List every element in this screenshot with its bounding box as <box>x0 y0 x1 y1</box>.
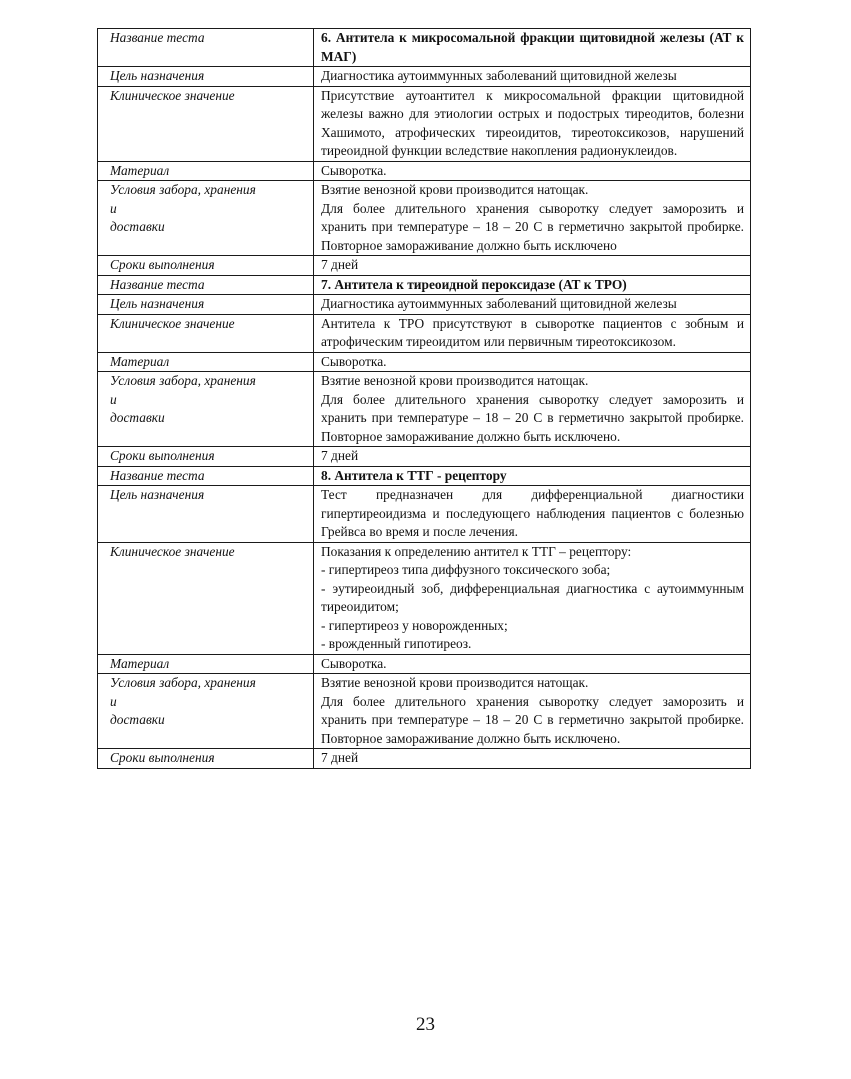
test-material: Сыворотка. <box>314 161 751 181</box>
test-title: 6. Антитела к микросомальной фракции щитовидной железы (АТ к МАГ) <box>314 29 751 67</box>
conditions-label-line: и <box>110 200 117 216</box>
clinical-list-item: - гипертиреоз у новорожденных; <box>321 617 508 633</box>
conditions-paragraph: Для более длительного хранения сыворотку следует заморозить и хранить при температуре – 18 – 20 С в герметично закрытой пробирке. Повторное замораживание должно быть исключено <box>321 200 744 253</box>
page-number: 23 <box>416 1014 435 1035</box>
conditions-label <box>98 181 314 256</box>
terms-label: Сроки выполнения <box>98 256 314 276</box>
conditions-label-line: доставки <box>110 712 165 727</box>
conditions-paragraph: Взятие венозной крови производится натощак. <box>321 182 589 197</box>
conditions-label-line: Условия забора, хранения <box>110 182 256 197</box>
test-terms: 7 дней <box>314 447 751 467</box>
material-label: Материал <box>98 161 314 181</box>
clinical-list-item: - эутиреоидный зоб, дифференциальная диагностика с аутоиммунным тиреоидитом; <box>321 580 744 614</box>
material-label: Материал <box>98 352 314 372</box>
purpose-label: Цель назначения <box>98 67 314 87</box>
conditions-label-line: Условия забора, хранения <box>110 373 256 388</box>
clinical-list-item: - гипертиреоз типа диффузного токсического зоба; <box>321 562 611 577</box>
clinical-paragraph: Присутствие аутоантител к микросомальной фракции щитовидной железы важно для этиологии острых и подострых тиреодитов, болезни Хашимото, атрофических тиреоидитов, тиреотоксикозов, нарушений тиреоидной функции вследствие накопления радионуклеидов. <box>321 87 744 158</box>
conditions-label-line: доставки <box>110 219 165 234</box>
terms-label: Сроки выполнения <box>98 447 314 467</box>
name-label: Название теста <box>98 466 314 486</box>
clinical-label: Клиническое значение <box>98 314 314 352</box>
conditions-label <box>98 674 314 749</box>
clinical-label: Клиническое значение <box>98 542 314 654</box>
test-3-purpose-row <box>98 486 751 543</box>
test-2-terms-row <box>98 447 751 467</box>
test-clinical <box>314 542 751 654</box>
test-2-name-row <box>98 275 751 295</box>
test-terms: 7 дней <box>314 749 751 769</box>
test-2-conditions-row <box>98 372 751 447</box>
test-material: Сыворотка. <box>314 352 751 372</box>
test-3-name-row <box>98 466 751 486</box>
test-1-purpose-row <box>98 67 751 87</box>
test-3-clinical-row <box>98 542 751 654</box>
test-purpose: Диагностика аутоиммунных заболеваний щитовидной железы <box>314 295 751 315</box>
conditions-paragraph: Взятие венозной крови производится натощак. <box>321 675 589 690</box>
test-material: Сыворотка. <box>314 654 751 674</box>
test-terms: 7 дней <box>314 256 751 276</box>
test-clinical <box>314 314 751 352</box>
test-3-conditions-row <box>98 674 751 749</box>
test-conditions <box>314 674 751 749</box>
test-3-material-row <box>98 654 751 674</box>
conditions-label-line: доставки <box>110 410 165 425</box>
conditions-label-line: и <box>110 391 117 407</box>
conditions-paragraph: Для более длительного хранения сыворотку следует заморозить и хранить при температуре – 18 – 20 С в герметично закрытой пробирке. Повторное замораживание должно быть исключено. <box>321 693 744 746</box>
clinical-list-item: - врожденный гипотиреоз. <box>321 636 472 651</box>
test-2-clinical-row <box>98 314 751 352</box>
clinical-paragraph: Антитела к ТРО присутствуют в сыворотке пациентов с зобным и атрофическим тиреоидитом или первичным тиреотоксикозом. <box>321 315 744 349</box>
test-2-purpose-row <box>98 295 751 315</box>
material-label: Материал <box>98 654 314 674</box>
test-1-conditions-row <box>98 181 751 256</box>
tests-table <box>97 28 751 769</box>
terms-label: Сроки выполнения <box>98 749 314 769</box>
conditions-paragraph: Для более длительного хранения сыворотку следует заморозить и хранить при температуре – 18 – 20 С в герметично закрытой пробирке. Повторное замораживание должно быть исключено. <box>321 391 744 444</box>
test-1-name-row <box>98 29 751 67</box>
test-clinical <box>314 86 751 161</box>
test-purpose: Тест предназначен для дифференциальной диагностики гипертиреоидизма и последующего наблюдения пациентов с болезнью Грейвса во время и после лечения. <box>314 486 751 543</box>
conditions-label-line: и <box>110 693 117 709</box>
test-3-terms-row <box>98 749 751 769</box>
purpose-label: Цель назначения <box>98 295 314 315</box>
conditions-label-line: Условия забора, хранения <box>110 675 256 690</box>
purpose-label: Цель назначения <box>98 486 314 543</box>
test-1-material-row <box>98 161 751 181</box>
conditions-paragraph: Взятие венозной крови производится натощак. <box>321 373 589 388</box>
test-conditions <box>314 181 751 256</box>
name-label: Название теста <box>98 29 314 67</box>
conditions-label <box>98 372 314 447</box>
test-1-terms-row <box>98 256 751 276</box>
test-title: 8. Антитела к ТТГ - рецептору <box>314 466 751 486</box>
test-purpose: Диагностика аутоиммунных заболеваний щитовидной железы <box>314 67 751 87</box>
clinical-label: Клиническое значение <box>98 86 314 161</box>
test-conditions <box>314 372 751 447</box>
test-title: 7. Антитела к тиреоидной пероксидазе (АТ к ТРО) <box>314 275 751 295</box>
clinical-paragraph: Показания к определению антител к ТТГ – рецептору: <box>321 543 632 559</box>
test-1-clinical-row <box>98 86 751 161</box>
test-2-material-row <box>98 352 751 372</box>
name-label: Название теста <box>98 275 314 295</box>
